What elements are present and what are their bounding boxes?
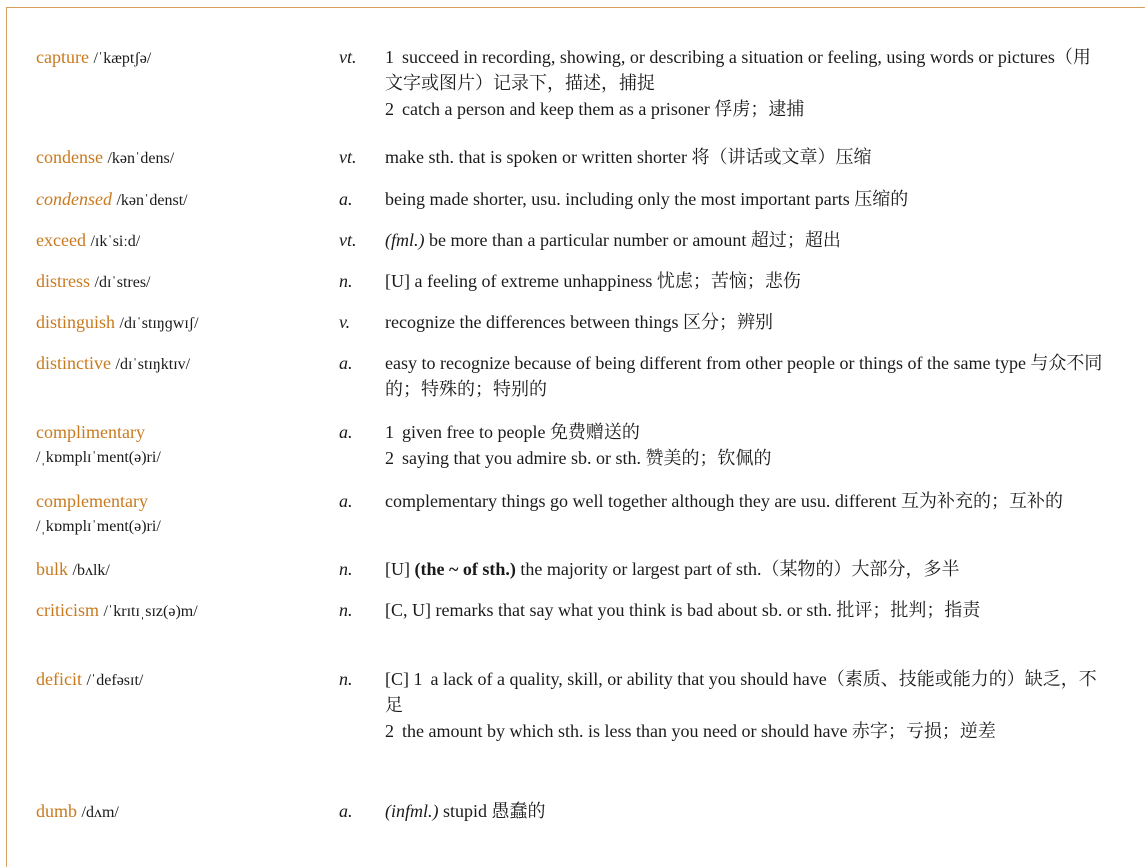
part-of-speech: v. [339, 312, 351, 332]
definition: [C, U] remarks that say what you think is bad about sb. or sth. 批评；批判；指责 [385, 600, 981, 620]
part-of-speech: a. [339, 353, 353, 373]
definition: 1 given free to people 免费赠送的 [385, 422, 640, 442]
definition: easy to recognize because of being different from other people or things of the same type 与众不同的；特殊的；特别的 [385, 353, 1103, 399]
headword [36, 597, 326, 625]
part-of-speech: n. [339, 271, 353, 291]
phonetic: /ˌkɒmplɪˈment(ə)ri/ [36, 449, 161, 466]
headword-text: criticism [36, 600, 99, 620]
phonetic: /dʌm/ [81, 804, 119, 821]
headword [36, 144, 326, 172]
definition: being made shorter, usu. including only the most important parts 压缩的 [385, 189, 909, 209]
headword [36, 309, 326, 337]
headword [36, 798, 326, 826]
headword-text: distress [36, 271, 90, 291]
phonetic: /dɪˈstɪŋɡwɪʃ/ [119, 315, 199, 332]
definitions [385, 666, 1107, 744]
definition: [C] 1 a lack of a quality, skill, or ability that you should have（素质、技能或能力的）缺乏，不足 [385, 669, 1097, 715]
headword-text: distinguish [36, 312, 116, 332]
definition: (fml.) be more than a particular number or amount 超过；超出 [385, 230, 841, 250]
headword-text: bulk [36, 559, 69, 579]
headword [36, 488, 326, 540]
definition: 2 the amount by which sth. is less than you need or should have 赤字；亏损；逆差 [385, 721, 996, 741]
headword [36, 186, 326, 214]
part-of-speech: a. [339, 491, 353, 511]
headword [36, 227, 326, 255]
part-of-speech: a. [339, 422, 353, 442]
definitions [385, 488, 1107, 514]
headword-text: deficit [36, 669, 82, 689]
headword-text: complementary [36, 491, 148, 511]
part-of-speech: a. [339, 801, 353, 821]
part-of-speech: n. [339, 559, 353, 579]
headword [36, 556, 326, 584]
headword-text: complimentary [36, 422, 145, 442]
part-of-speech: a. [339, 189, 353, 209]
phonetic: /ˈkæptʃə/ [93, 50, 152, 67]
definitions [385, 309, 1107, 335]
phonetic: /kənˈdenst/ [116, 192, 188, 209]
definitions [385, 556, 1107, 582]
part-of-speech: vt. [339, 147, 357, 167]
definitions [385, 227, 1107, 253]
definition: 1 succeed in recording, showing, or describing a situation or feeling, using words or pictures（用文字或图片）记录下，描述，捕捉 [385, 47, 1091, 93]
definitions [385, 350, 1107, 402]
definition: [U] a feeling of extreme unhappiness 忧虑；苦恼；悲伤 [385, 271, 801, 291]
headword [36, 419, 326, 471]
definition: make sth. that is spoken or written shorter 将（讲话或文章）压缩 [385, 147, 872, 167]
phonetic: /ˌkɒmplɪˈment(ə)ri/ [36, 518, 161, 535]
part-of-speech: vt. [339, 230, 357, 250]
definition: complementary things go well together although they are usu. different 互为补充的；互补的 [385, 491, 1064, 511]
headword-text: distinctive [36, 353, 111, 373]
headword [36, 268, 326, 296]
phonetic: /ˈdefəsɪt/ [86, 672, 144, 689]
definitions [385, 144, 1107, 170]
definitions [385, 44, 1107, 122]
headword-text: exceed [36, 230, 86, 250]
headword [36, 666, 326, 694]
phonetic: /ˈkrɪtɪˌsɪz(ə)m/ [103, 603, 198, 620]
headword [36, 350, 326, 378]
definitions [385, 419, 1107, 471]
definition: [U] (the ~ of sth.) the majority or largest part of sth.（某物的）大部分，多半 [385, 559, 960, 579]
part-of-speech: n. [339, 600, 353, 620]
definition: 2 saying that you admire sb. or sth. 赞美的；钦佩的 [385, 448, 772, 468]
phonetic: /ɪkˈsiːd/ [90, 233, 141, 250]
part-of-speech: n. [339, 669, 353, 689]
definitions [385, 186, 1107, 212]
definitions [385, 268, 1107, 294]
headword [36, 44, 326, 72]
definitions [385, 798, 1107, 824]
phonetic: /kənˈdens/ [107, 150, 175, 167]
definition: recognize the differences between things 区分；辨别 [385, 312, 774, 332]
definition: (infml.) stupid 愚蠢的 [385, 801, 546, 821]
definition: 2 catch a person and keep them as a prisoner 俘虏；逮捕 [385, 99, 805, 119]
definitions [385, 597, 1107, 623]
phonetic: /dɪˈstres/ [94, 274, 151, 291]
phonetic: /bʌlk/ [72, 562, 110, 579]
headword-text: dumb [36, 801, 78, 821]
headword-text: condense [36, 147, 103, 167]
phonetic: /dɪˈstɪŋktɪv/ [115, 356, 191, 373]
headword-text: capture [36, 47, 89, 67]
part-of-speech: vt. [339, 47, 357, 67]
headword-text: condensed [36, 189, 112, 209]
